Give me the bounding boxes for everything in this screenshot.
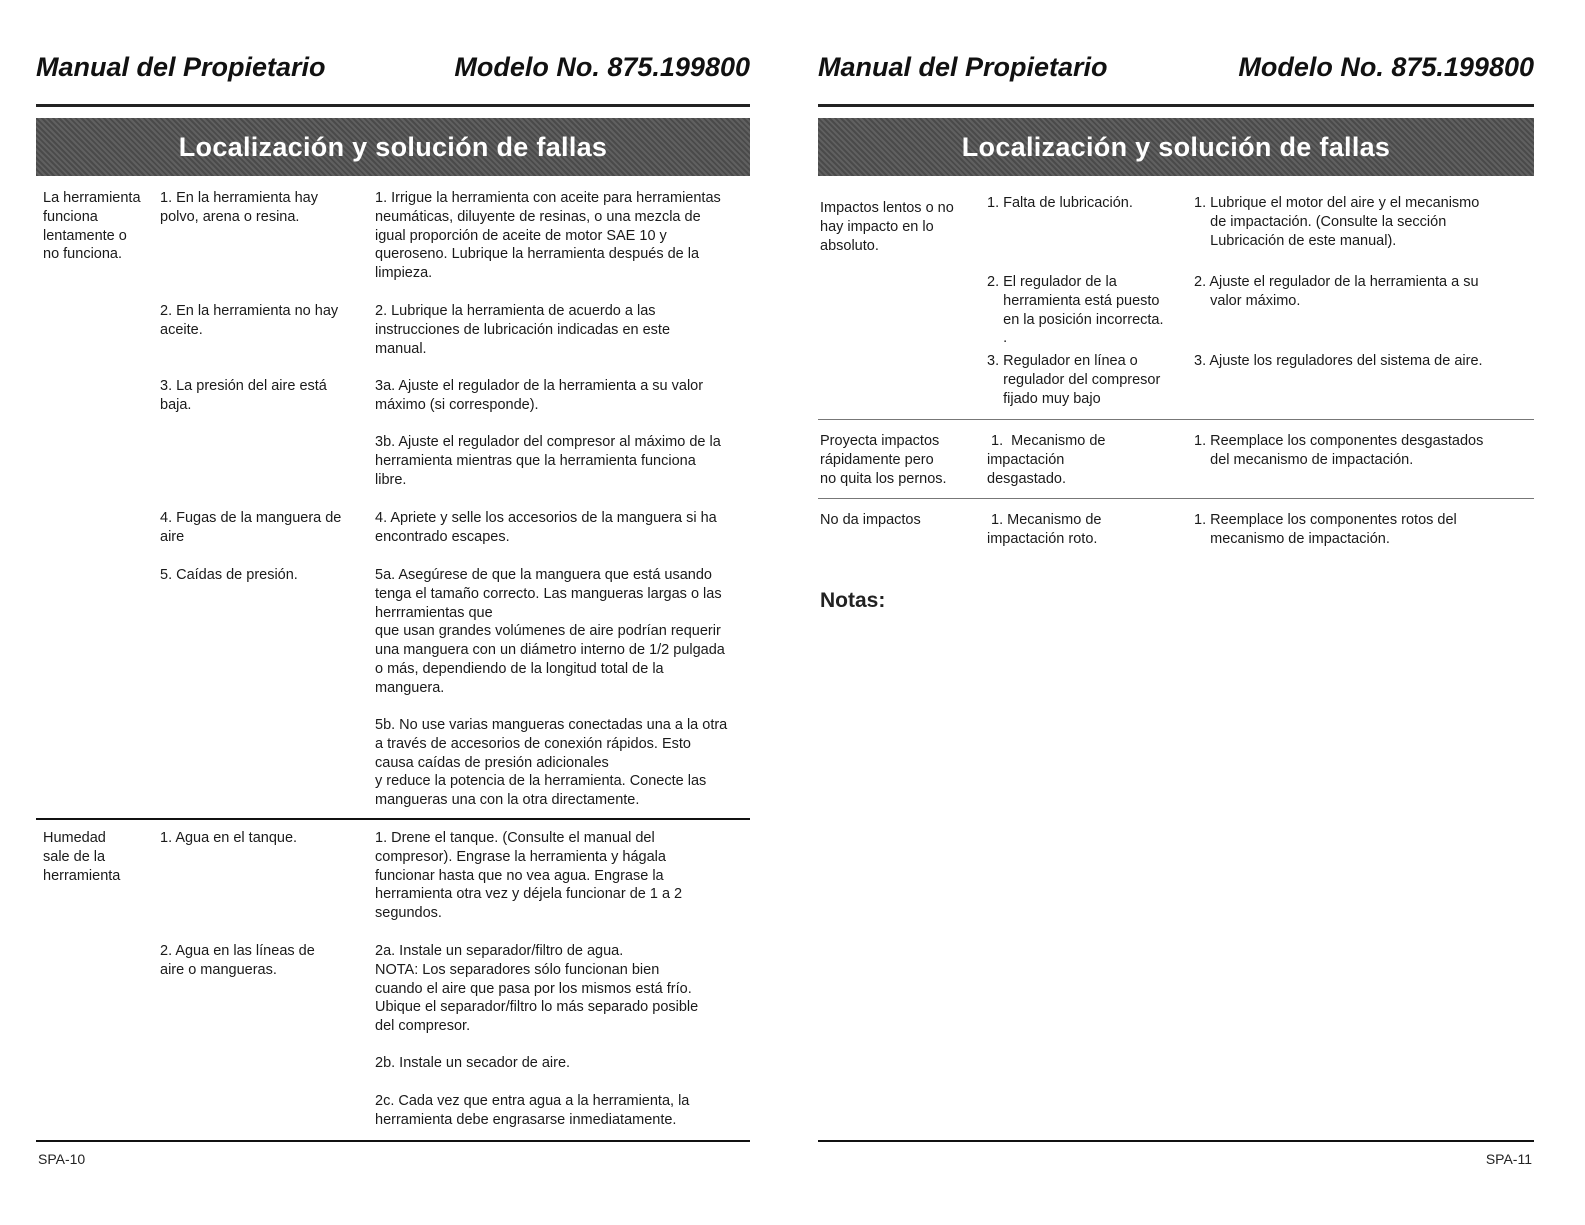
notes-heading: Notas:: [820, 589, 886, 612]
solution-cell: 2c. Cada vez que entra agua a la herramienta, la herramienta debe engrasarse inmediatamente.: [375, 1093, 690, 1128]
cause-cell: 3. La presión del aire está baja.: [160, 378, 327, 413]
cause-cell: 2. El regulador de la herramienta está puesto en la posición incorrecta. .: [987, 274, 1164, 347]
right-page: [818, 0, 1534, 1225]
solution-cell: 4. Apriete y selle los accesorios de la manguera si ha encontrado escapes.: [375, 510, 717, 545]
problem-cell: Humedad sale de la herramienta: [43, 830, 121, 884]
solution-cell: 2a. Instale un separador/filtro de agua. NOTA: Los separadores sólo funcionan bien cuando el aire que pasa por los mismos está frío. Ubique el separador/filtro lo más separado posible del compresor.: [375, 943, 699, 1035]
solution-cell: 1. Lubrique el motor del aire y el mecanismo de impactación. (Consulte la sección Lubricación de este manual).: [1194, 195, 1480, 249]
cause-cell: 1. Mecanismo de impactación roto.: [987, 512, 1102, 547]
section-divider: [818, 498, 1534, 499]
model-number: Modelo No. 875.199800: [1238, 52, 1534, 82]
solution-cell: 3b. Ajuste el regulador del compresor al máximo de la herramienta mientras que la herramienta funciona libre.: [375, 434, 721, 488]
header-rule: [36, 104, 750, 107]
cause-cell: 3. Regulador en línea o regulador del compresor fijado muy bajo: [987, 353, 1161, 407]
section-divider: [818, 419, 1534, 420]
problem-cell: Impactos lentos o no hay impacto en lo absoluto.: [820, 200, 954, 254]
cause-cell: 1. En la herramienta hay polvo, arena o resina.: [160, 190, 318, 225]
problem-cell: La herramienta funciona lentamente o no funciona.: [43, 190, 141, 263]
manual-title: Manual del Propietario: [36, 52, 326, 82]
solution-cell: 5b. No use varias mangueras conectadas una a la otra a través de accesorios de conexión rápidos. Esto causa caídas de presión adicionales y reduce la potencia de la herramienta. Conecte las mangueras una con la otra directamente.: [375, 717, 728, 809]
cause-cell: 1. Agua en el tanque.: [160, 830, 298, 846]
problem-cell: Proyecta impactos rápidamente pero no quita los pernos.: [820, 433, 947, 487]
solution-cell: 2b. Instale un secador de aire.: [375, 1055, 571, 1071]
problem-cell: No da impactos: [820, 512, 921, 528]
banner-title: Localización y solución de fallas: [178, 131, 608, 162]
cause-cell: 2. Agua en las líneas de aire o mangueras.: [160, 943, 315, 978]
page-number: SPA-11: [1485, 1151, 1532, 1167]
solution-cell: 1. Drene el tanque. (Consulte el manual del compresor). Engrase la herramienta y hágala funcionar hasta que no vea agua. Engrase la herramienta otra vez y déjela funcionar de 1 a 2 segundos.: [375, 830, 683, 922]
page-header: [818, 52, 1534, 102]
footer-rule: [36, 1140, 750, 1142]
section-divider: [36, 818, 750, 820]
page-header: [36, 52, 750, 102]
left-page: [36, 0, 750, 1225]
cause-cell: 5. Caídas de presión.: [160, 567, 298, 583]
section-banner: [818, 118, 1534, 176]
solution-cell: 1. Irrigue la herramienta con aceite para herramientas neumáticas, diluyente de resinas, o una mezcla de igual proporción de aceite de motor SAE 10 y queroseno. Lubrique la herramienta después de la limpieza.: [375, 190, 721, 282]
solution-cell: 1. Reemplace los componentes desgastados del mecanismo de impactación.: [1194, 433, 1484, 468]
solution-cell: 2. Lubrique la herramienta de acuerdo a las instrucciones de lubricación indicadas en este manual.: [375, 303, 671, 357]
footer-rule: [818, 1140, 1534, 1142]
header-rule: [818, 104, 1534, 107]
cause-cell: 2. En la herramienta no hay aceite.: [160, 303, 339, 338]
manual-title: Manual del Propietario: [818, 52, 1108, 82]
page-number: SPA-10: [38, 1151, 86, 1167]
model-number: Modelo No. 875.199800: [454, 52, 750, 82]
banner-title: Localización y solución de fallas: [961, 131, 1391, 162]
cause-cell: 1. Falta de lubricación.: [987, 195, 1133, 211]
solution-cell: 3. Ajuste los reguladores del sistema de aire.: [1194, 353, 1483, 369]
cause-cell: 1. Mecanismo de impactación desgastado.: [987, 433, 1106, 487]
section-banner: [36, 118, 750, 176]
solution-cell: 3a. Ajuste el regulador de la herramienta a su valor máximo (si corresponde).: [375, 378, 704, 413]
solution-cell: 5a. Asegúrese de que la manguera que está usando tenga el tamaño correcto. Las mangueras largas o las herrramientas que que usan grandes volúmenes de aire podrían requerir una manguera con un diámetro interno de 1/2 pulgada o más, dependiendo de la longitud total de la manguera.: [375, 567, 725, 696]
solution-cell: 1. Reemplace los componentes rotos del mecanismo de impactación.: [1194, 512, 1457, 547]
solution-cell: 2. Ajuste el regulador de la herramienta a su valor máximo.: [1194, 274, 1479, 309]
cause-cell: 4. Fugas de la manguera de aire: [160, 510, 342, 545]
